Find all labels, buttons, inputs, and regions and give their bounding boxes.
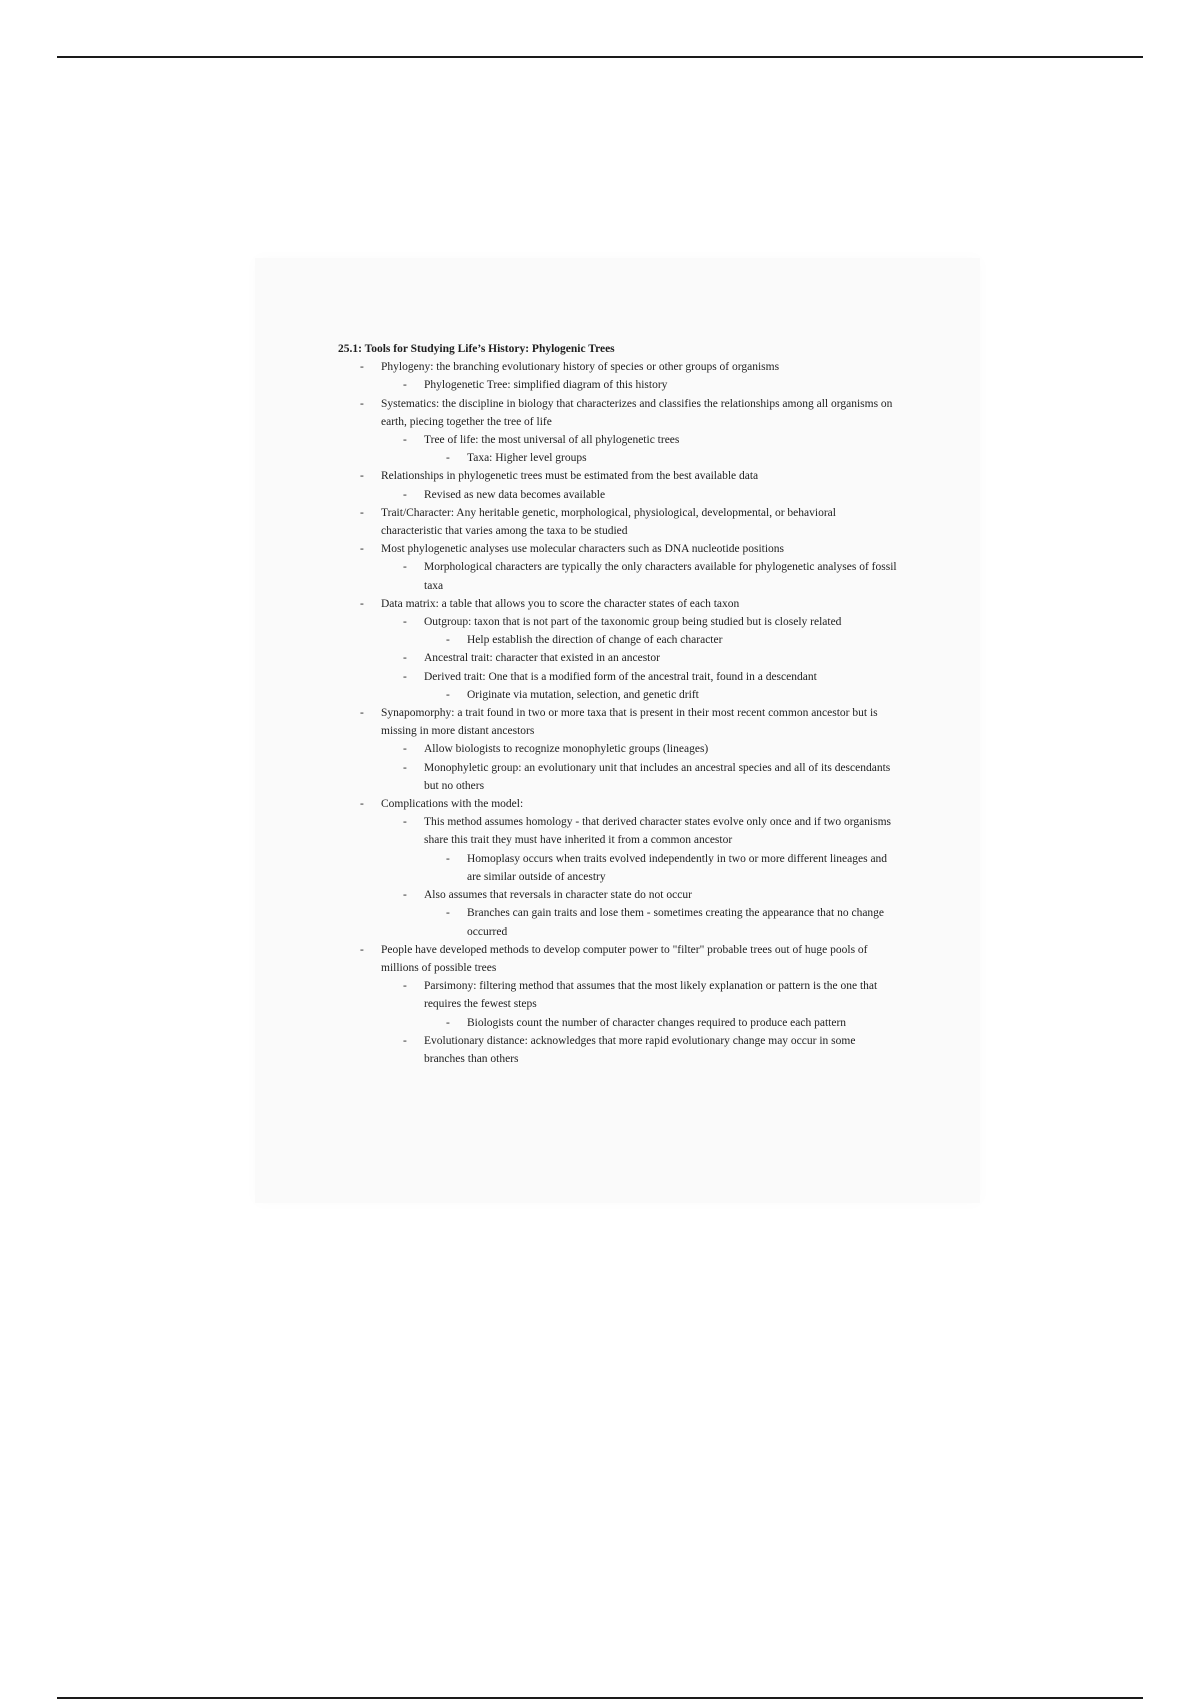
bullet-dash: - (403, 434, 407, 447)
top-rule (57, 56, 1143, 58)
bullet-dash: - (403, 488, 407, 501)
list-item-text: Originate via mutation, selection, and genetic drift (467, 688, 699, 701)
bullet-dash: - (360, 707, 364, 720)
list-item (338, 886, 898, 904)
list-item-text: Also assumes that reversals in character state do not occur (424, 889, 692, 902)
list-item (338, 631, 898, 649)
list-item (338, 486, 898, 504)
list-item (338, 668, 898, 686)
bullet-dash: - (360, 543, 364, 556)
bullet-dash: - (446, 852, 450, 865)
list-item-text: Most phylogenetic analyses use molecular characters such as DNA nucleotide positions (381, 543, 785, 556)
list-item-text: Phylogeny: the branching evolutionary history of species or other groups of organisms (381, 361, 780, 374)
list-item-text: Complications with the model: (381, 798, 524, 811)
bottom-rule (57, 1697, 1143, 1699)
list-item (338, 558, 898, 594)
list-item-text: Homoplasy occurs when traits evolved independently in two or more different lineages and are similar outside of ancestry (467, 852, 888, 883)
list-item (338, 850, 898, 886)
list-item (338, 759, 898, 795)
bullet-dash: - (403, 1034, 407, 1047)
bullet-dash: - (403, 889, 407, 902)
list-item-text: Data matrix: a table that allows you to score the character states of each taxon (381, 597, 740, 610)
bullet-dash: - (360, 943, 364, 956)
list-item (338, 540, 898, 558)
list-item (338, 904, 898, 940)
list-item (338, 358, 898, 376)
bullet-dash: - (360, 597, 364, 610)
list-item (338, 977, 898, 1013)
list-item-text: Taxa: Higher level groups (467, 452, 587, 465)
list-item (338, 431, 898, 449)
list-item-text: Derived trait: One that is a modified form of the ancestral trait, found in a descendant (424, 670, 817, 683)
list-item (338, 740, 898, 758)
bullet-dash: - (446, 452, 450, 465)
bullet-dash: - (446, 634, 450, 647)
bullet-dash: - (403, 616, 407, 629)
list-item (338, 941, 898, 977)
bullet-dash: - (446, 907, 450, 920)
bullet-dash: - (403, 561, 407, 574)
bullet-dash: - (403, 980, 407, 993)
notes-list (338, 358, 898, 1068)
list-item-text: Morphological characters are typically the only characters available for phylogenetic analyses of fossil taxa (424, 561, 897, 592)
list-item-text: Relationships in phylogenetic trees must be estimated from the best available data (381, 470, 759, 483)
list-item-text: Synapomorphy: a trait found in two or more taxa that is present in their most recent common ancestor but is missing in more distant ancestors (381, 707, 878, 738)
bullet-dash: - (446, 688, 450, 701)
list-item (338, 595, 898, 613)
list-item (338, 504, 898, 540)
bullet-dash: - (403, 816, 407, 829)
bullet-dash: - (403, 743, 407, 756)
list-item-text: Phylogenetic Tree: simplified diagram of this history (424, 379, 668, 392)
bullet-dash: - (403, 652, 407, 665)
list-item-text: Tree of life: the most universal of all phylogenetic trees (424, 434, 680, 447)
list-item (338, 813, 898, 849)
notes-content (338, 340, 898, 1068)
list-item (338, 613, 898, 631)
list-item-text: Trait/Character: Any heritable genetic, morphological, physiological, developmental, or behavioral characteristic that varies among the taxa to be studied (381, 506, 836, 538)
bullet-dash: - (403, 379, 407, 392)
bullet-dash: - (403, 670, 407, 683)
bullet-dash: - (360, 470, 364, 483)
list-item (338, 704, 898, 740)
bullet-dash: - (360, 397, 364, 410)
list-item-text: Allow biologists to recognize monophyletic groups (lineages) (424, 743, 709, 756)
list-item-text: Branches can gain traits and lose them - sometimes creating the appearance that no change occurred (467, 907, 885, 938)
bullet-dash: - (360, 506, 364, 519)
bullet-dash: - (403, 761, 407, 774)
list-item (338, 467, 898, 485)
list-item-text: Revised as new data becomes available (424, 488, 606, 501)
list-item-text: Ancestral trait: character that existed in an ancestor (424, 652, 660, 665)
list-item-text: This method assumes homology - that derived character states evolve only once and if two organisms share this trait they must have inherited it from a common ancestor (424, 816, 892, 847)
list-item (338, 795, 898, 813)
bullet-dash: - (446, 1016, 450, 1029)
list-item (338, 376, 898, 394)
list-item-text: Monophyletic group: an evolutionary unit that includes an ancestral species and all of its descendants but no others (424, 761, 891, 792)
section-title: 25.1: Tools for Studying Life’s History: Phylogenic Trees (338, 343, 615, 355)
list-item (338, 649, 898, 667)
list-item-text: Help establish the direction of change of each character (467, 634, 723, 647)
bullet-dash: - (360, 361, 364, 374)
list-item (338, 686, 898, 704)
list-item (338, 395, 898, 431)
list-item-text: Evolutionary distance: acknowledges that more rapid evolutionary change may occur in some branches than others (424, 1034, 856, 1065)
list-item-text: Parsimony: filtering method that assumes that the most likely explanation or pattern is the one that requires the fewest steps (424, 980, 878, 1011)
list-item-text: People have developed methods to develop computer power to "filter" probable trees out of huge pools of millions of possible trees (381, 943, 868, 974)
list-item-text: Systematics: the discipline in biology that characterizes and classifies the relationships among all organisms on earth, piecing together the tree of life (381, 397, 893, 428)
list-item (338, 1014, 898, 1032)
list-item (338, 1032, 898, 1068)
list-item (338, 449, 898, 467)
list-item-text: Biologists count the number of character changes required to produce each pattern (467, 1016, 847, 1029)
list-item-text: Outgroup: taxon that is not part of the taxonomic group being studied but is closely related (424, 616, 842, 629)
bullet-dash: - (360, 798, 364, 811)
